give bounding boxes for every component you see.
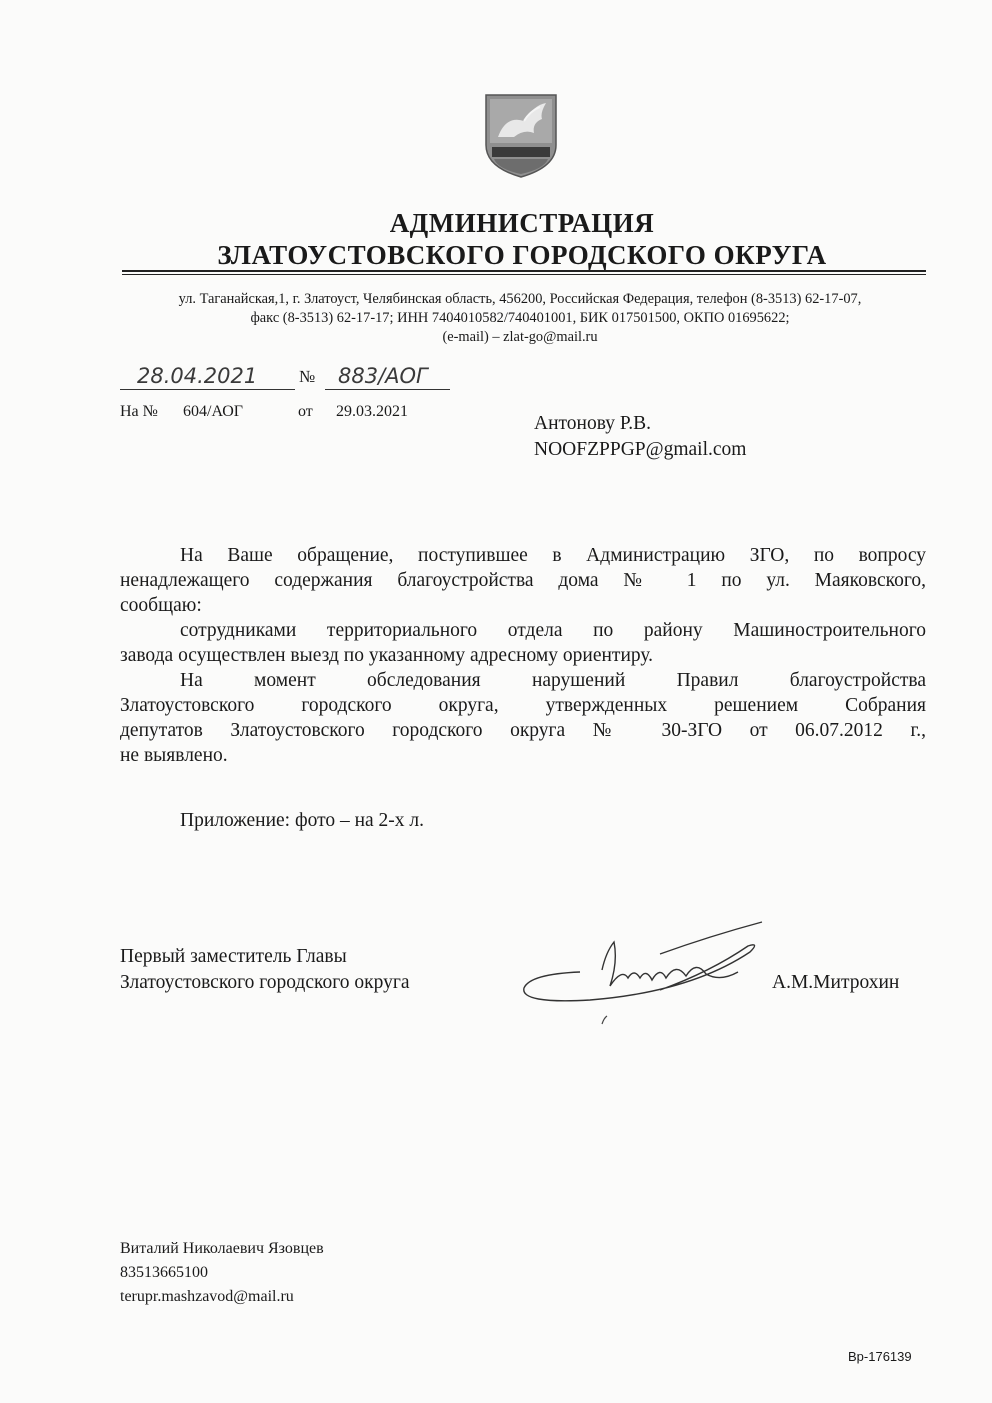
performer-name: Виталий Николаевич Язовцев <box>120 1240 324 1257</box>
performer-block <box>120 1237 324 1309</box>
body-line: На момент обследования нарушений Правил благоустройства <box>180 670 926 691</box>
signer-title-line1: Первый заместитель Главы <box>120 946 347 967</box>
date-underline <box>120 389 295 390</box>
body-line: Златоустовского городского округа, утвержденных решением Собрания <box>120 695 926 716</box>
body-line: сотрудниками территориального отдела по району Машиностроительного <box>180 620 926 641</box>
registration-date: 28.04.2021 <box>137 364 258 388</box>
reference-label: На № <box>120 403 158 420</box>
body-line: сообщаю: <box>120 595 202 616</box>
reference-date: 29.03.2021 <box>336 403 408 420</box>
document-id: Вр-176139 <box>848 1349 912 1364</box>
reference-from-label: от <box>298 403 313 420</box>
org-name-line1: АДМИНИСТРАЦИЯ <box>389 208 655 238</box>
performer-phone: 83513665100 <box>120 1264 208 1281</box>
performer-email: terupr.mashzavod@mail.ru <box>120 1288 294 1305</box>
number-underline <box>325 389 450 390</box>
body-line: На Ваше обращение, поступившее в Администрацию ЗГО, по вопросу <box>180 545 926 566</box>
header-rule-thick <box>122 270 926 272</box>
header-rule-thin <box>122 274 926 275</box>
org-name-line2: ЗЛАТОУСТОВСКОГО ГОРОДСКОГО ОКРУГА <box>217 240 827 270</box>
addressee-email: NOOFZPPGP@gmail.com <box>534 439 747 460</box>
handwritten-signature <box>510 912 770 1032</box>
signer-name: А.М.Митрохин <box>772 972 900 993</box>
body-line: завода осуществлен выезд по указанному адресному ориентиру. <box>120 645 654 666</box>
body-line: депутатов Златоустовского городского округа № 30-ЗГО от 06.07.2012 г., <box>120 720 926 741</box>
city-crest-icon <box>484 93 558 179</box>
org-contacts-line1: ул. Таганайская,1, г. Златоуст, Челябинская область, 456200, Российская Федерация, телефон (8-3513) 62-17-07, <box>178 291 862 307</box>
registration-number: 883/АОГ <box>338 364 428 388</box>
body-line: не выявлено. <box>120 745 228 766</box>
addressee-name: Антонову Р.В. <box>534 413 652 434</box>
reference-number: 604/АОГ <box>183 403 244 420</box>
signer-title-line2: Златоустовского городского округа <box>120 972 410 993</box>
registration-number-sign: № <box>299 367 316 386</box>
org-contacts-line3: (e-mail) – zlat-go@mail.ru <box>442 329 598 345</box>
attachment-note: Приложение: фото – на 2-х л. <box>180 810 425 831</box>
org-contacts-line2: факс (8-3513) 62-17-17; ИНН 7404010582/740401001, БИК 017501500, ОКПО 01695622; <box>250 310 790 326</box>
body-line: ненадлежащего содержания благоустройства дома № 1 по ул. Маяковского, <box>120 570 926 591</box>
letter-body <box>120 543 926 768</box>
